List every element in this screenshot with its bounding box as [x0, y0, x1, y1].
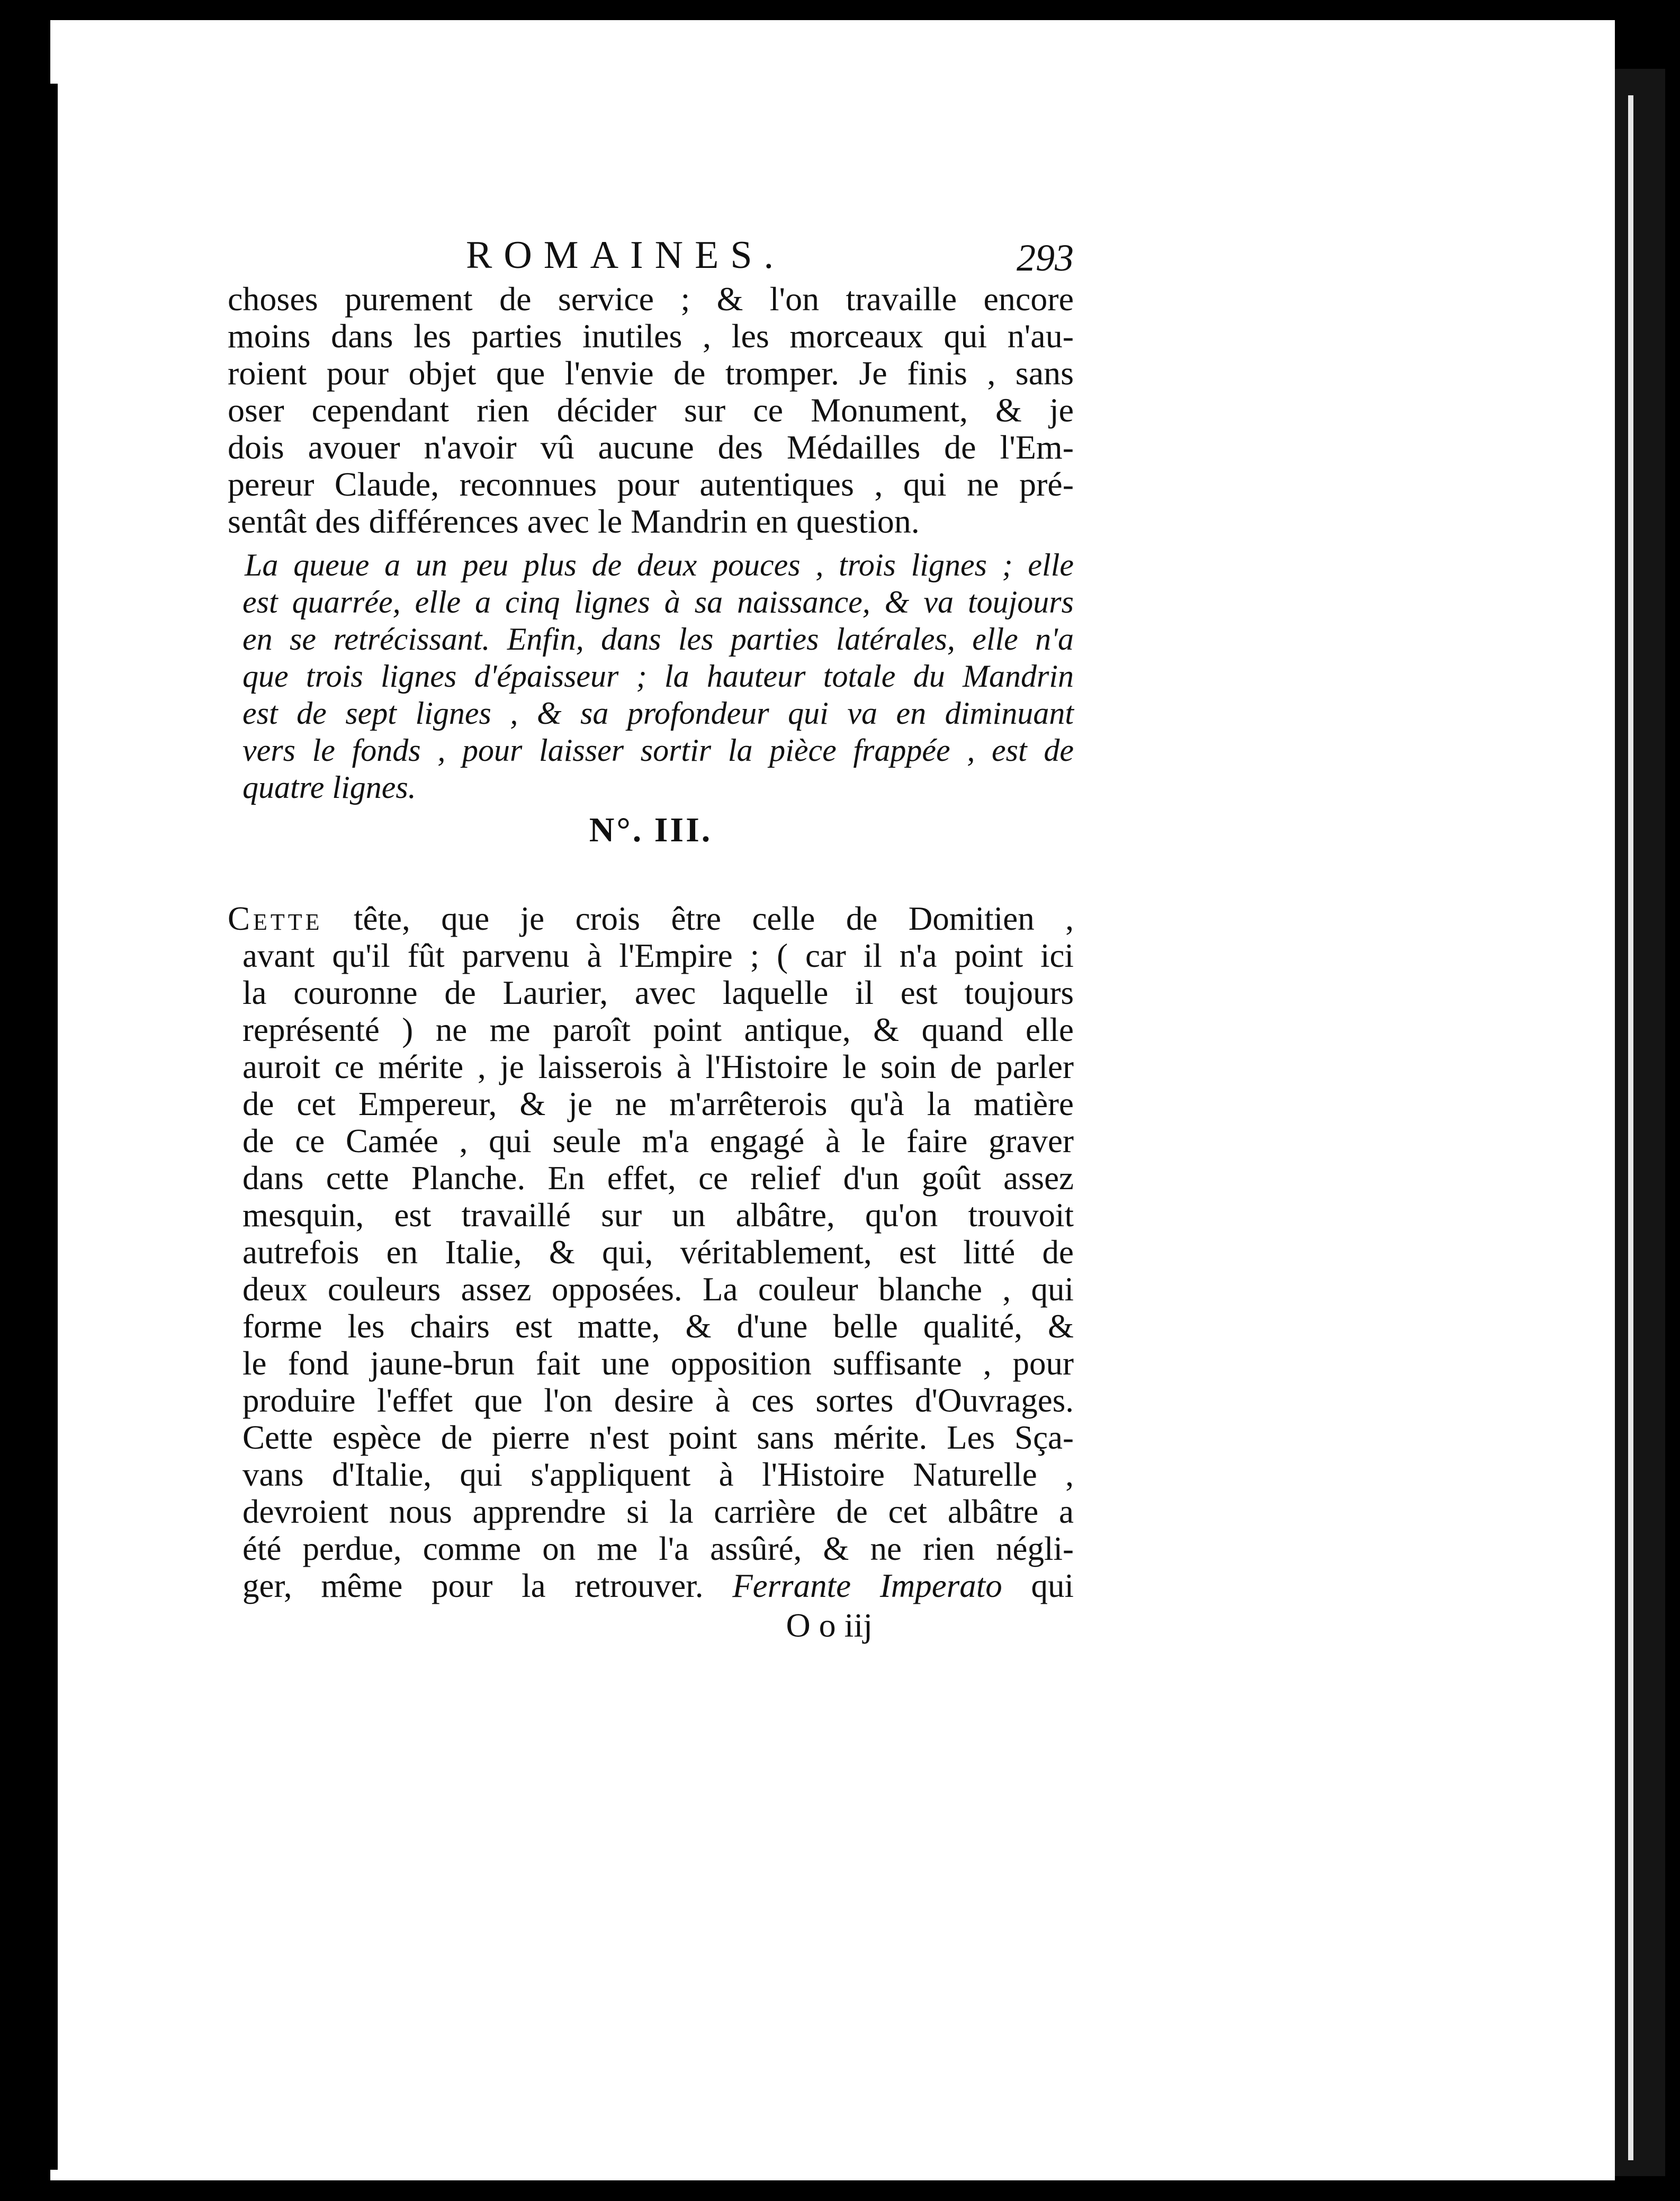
- text-line: dois avouer n'avoir vû aucune des Médailles de l'Em-: [228, 428, 1074, 466]
- text-line: [228, 900, 1074, 937]
- italic-name: Ferrante Imperato: [732, 1567, 1002, 1604]
- text-line: Cette espèce de pierre n'est point sans mérite. Les Sça-: [242, 1419, 1074, 1456]
- text-line: été perdue, comme on me l'a assûré, & ne rien négli-: [242, 1530, 1074, 1567]
- text-line-start: ger, même pour la retrouver.: [242, 1567, 704, 1604]
- text-line: sentât des différences avec le Mandrin en question.: [228, 502, 920, 540]
- running-head: [228, 233, 1074, 281]
- text-line: est de sept lignes , & sa profondeur qui va en diminuant: [242, 696, 1074, 731]
- page-gutter-shadow: [50, 84, 58, 2170]
- text-line: mesquin, est travaillé sur un albâtre, qu'on trouvoit: [242, 1197, 1074, 1234]
- text-line: quatre lignes.: [242, 770, 416, 805]
- paragraph-3: [228, 900, 1074, 1604]
- text-line: de ce Camée , qui seule m'a engagé à le faire graver: [242, 1122, 1074, 1160]
- text-line-end: qui: [1031, 1567, 1074, 1604]
- text-line: en se retrécissant. Enfin, dans les parties latérales, elle n'a: [242, 622, 1074, 657]
- text-line: La queue a un peu plus de deux pouces , trois lignes ; elle: [245, 547, 1074, 582]
- text-line-rest: tête, que je crois être celle de Domitien ,: [322, 900, 1074, 937]
- text-line: pereur Claude, reconnues pour autentiques , qui ne pré-: [228, 465, 1074, 503]
- page-edge-shadow: [1615, 69, 1665, 2176]
- text-line: dans cette Planche. En effet, ce relief d'un goût assez: [242, 1160, 1074, 1197]
- text-line: que trois lignes d'épaisseur ; la hauteur totale du Mandrin: [242, 659, 1074, 694]
- text-line: le fond jaune-brun fait une opposition suffisante , pour: [242, 1345, 1074, 1382]
- text-line: auroit ce mérite , je laisserois à l'Histoire le soin de parler: [242, 1048, 1074, 1085]
- text-line: est quarrée, elle a cinq lignes à sa naissance, & va toujours: [242, 585, 1074, 619]
- drop-word: Cette: [228, 900, 323, 937]
- text-line: roient pour objet que l'envie de tromper. Je finis , sans: [228, 354, 1074, 392]
- text-line: représenté ) ne me paroît point antique, & quand elle: [242, 1011, 1074, 1048]
- text-line: devroient nous apprendre si la carrière de cet albâtre a: [242, 1493, 1074, 1530]
- text-line: autrefois en Italie, & qui, véritablement, est litté de: [242, 1234, 1074, 1271]
- text-line: moins dans les parties inutiles , les morceaux qui n'au-: [228, 317, 1074, 355]
- running-title: ROMAINES.: [466, 233, 785, 277]
- text-line: produire l'effet que l'on desire à ces sortes d'Ouvrages.: [242, 1382, 1074, 1419]
- page-edge-highlight: [1628, 95, 1633, 2160]
- signature-mark: O o iij: [786, 1606, 873, 1644]
- text-line: oser cependant rien décider sur ce Monument, & je: [228, 391, 1074, 429]
- page-number: 293: [1017, 237, 1074, 279]
- text-line: de cet Empereur, & je ne m'arrêterois qu'à la matière: [242, 1085, 1074, 1122]
- text-line: vers le fonds , pour laisser sortir la pièce frappée , est de: [242, 733, 1074, 768]
- text-block: [228, 233, 1074, 1647]
- text-line: forme les chairs est matte, & d'une belle qualité, &: [242, 1308, 1074, 1345]
- text-line: deux couleurs assez opposées. La couleur blanche , qui: [242, 1271, 1074, 1308]
- text-line: [228, 1567, 1074, 1604]
- text-line: choses purement de service ; & l'on travaille encore: [228, 280, 1074, 318]
- section-heading: N°. III.: [589, 811, 713, 849]
- text-line: avant qu'il fût parvenu à l'Empire ; ( car il n'a point ici: [242, 937, 1074, 974]
- paragraph-1: [228, 281, 1074, 540]
- text-line: la couronne de Laurier, avec laquelle il est toujours: [242, 974, 1074, 1011]
- text-line: vans d'Italie, qui s'appliquent à l'Histoire Naturelle ,: [242, 1456, 1074, 1493]
- paragraph-2-italic: [228, 546, 1074, 806]
